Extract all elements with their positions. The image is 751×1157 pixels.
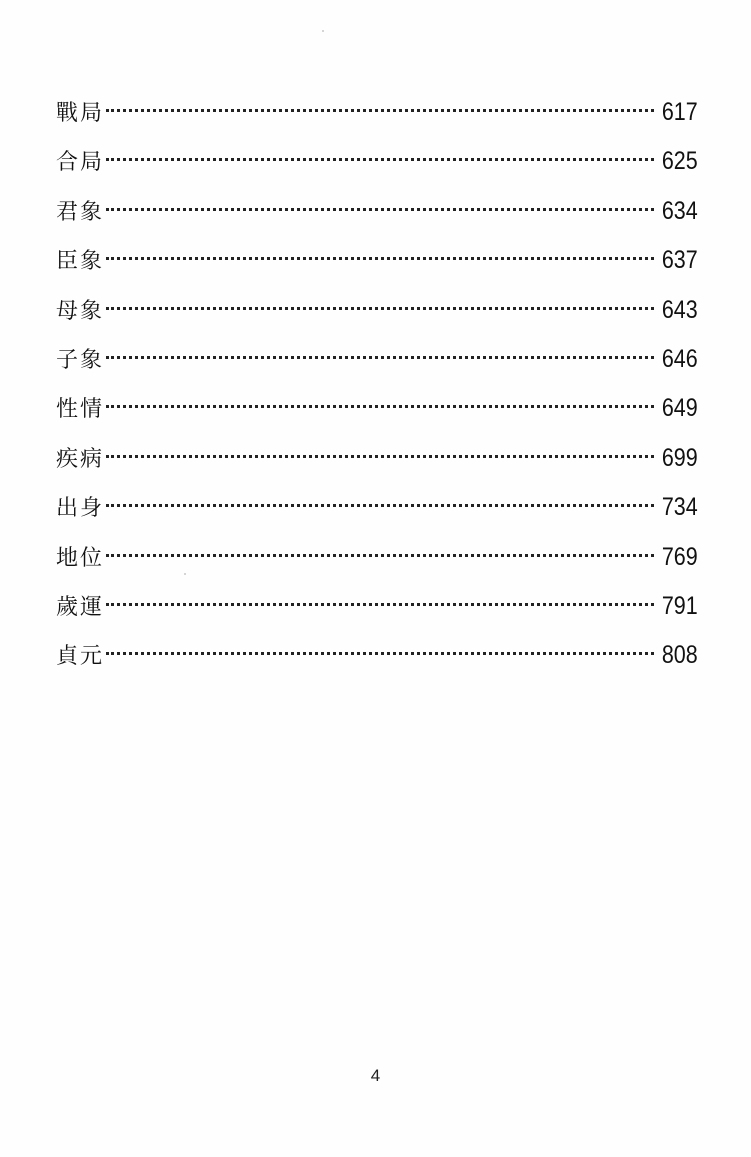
toc-entry-title: 出身 — [56, 496, 105, 522]
toc-entry — [56, 236, 698, 285]
toc-dot-leader — [106, 405, 654, 408]
toc-dot-leader — [106, 208, 654, 211]
toc-dot-leader — [106, 109, 654, 112]
toc-entry-title: 地位 — [56, 545, 105, 571]
toc-entry — [56, 335, 698, 384]
toc-entry-title: 疾病 — [56, 446, 105, 472]
toc-entry-page: 734 — [662, 493, 698, 522]
toc-dot-leader — [106, 257, 654, 260]
toc-entry-title: 子象 — [56, 347, 105, 373]
toc-entry-page: 769 — [662, 542, 698, 571]
toc-entry-title: 貞元 — [56, 644, 105, 670]
toc-dot-leader — [106, 356, 654, 359]
toc-entry-page: 625 — [662, 147, 698, 176]
toc-entry-title: 臣象 — [56, 249, 105, 275]
toc-entry — [56, 483, 698, 532]
toc-dot-leader — [106, 307, 654, 310]
scan-speck — [184, 573, 186, 575]
toc-entry — [56, 187, 698, 236]
toc-dot-leader — [106, 603, 654, 606]
toc-entry-page: 646 — [662, 344, 698, 373]
toc-entry — [56, 582, 698, 631]
toc-entry-page: 699 — [662, 443, 698, 472]
toc-entry-title: 性情 — [56, 397, 105, 423]
toc-entry-title: 歲運 — [56, 594, 105, 620]
toc-entry-page: 791 — [662, 591, 698, 620]
toc-entry-title: 合局 — [56, 150, 105, 176]
toc-entry-page: 617 — [662, 98, 698, 126]
toc-dot-leader — [106, 455, 654, 458]
toc-entry — [56, 286, 698, 335]
toc-entry-title: 君象 — [56, 199, 105, 225]
toc-entry-page: 649 — [662, 394, 698, 423]
toc-entry-page: 808 — [662, 641, 698, 670]
toc-entry-page: 634 — [662, 196, 698, 225]
toc-dot-leader — [106, 554, 654, 557]
toc-entry — [56, 434, 698, 483]
toc-dot-leader — [106, 158, 654, 161]
toc-entry-page: 637 — [662, 246, 698, 275]
toc-entry — [56, 137, 698, 186]
toc-entry — [56, 533, 698, 582]
page-number: 4 — [370, 1066, 381, 1085]
toc-entry-page: 643 — [662, 295, 698, 324]
toc-entry-title: 母象 — [56, 298, 105, 324]
toc-entry — [56, 88, 698, 137]
toc-entry-title: 戰局 — [56, 101, 105, 126]
toc-entry — [56, 631, 698, 680]
toc-dot-leader — [106, 504, 654, 507]
table-of-contents — [56, 88, 698, 681]
toc-entry — [56, 384, 698, 433]
scan-speck — [322, 30, 324, 32]
toc-dot-leader — [106, 652, 654, 655]
